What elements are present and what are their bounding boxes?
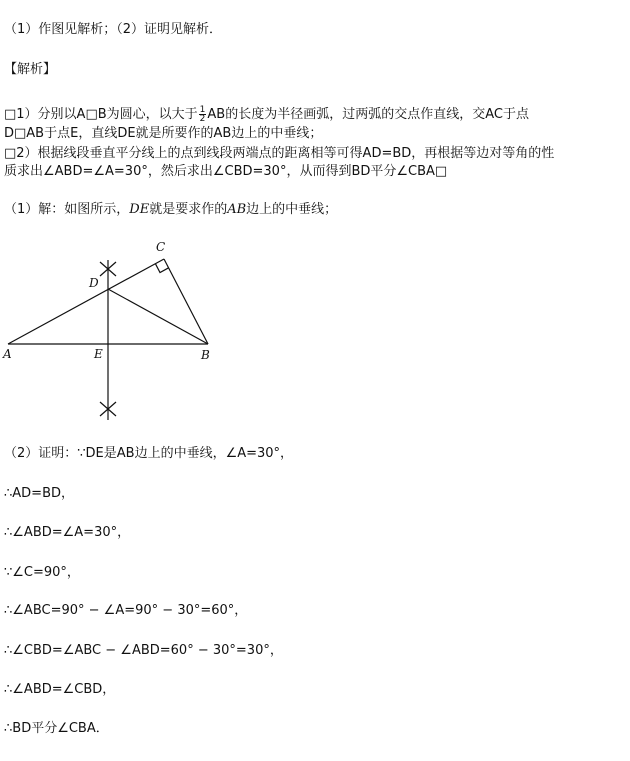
label-b: B: [201, 348, 210, 362]
proof-line-2: ∴AD=BD，: [4, 486, 74, 501]
label-e: E: [94, 347, 103, 361]
analysis-paragraph-1a: [4, 106, 529, 123]
proof-line-4: ∵∠C=90°，: [4, 565, 80, 580]
solution-1: （1）解：如图所示，DE就是要求作的AB边上的中垂线；: [4, 202, 338, 217]
label-a: A: [3, 347, 12, 361]
analysis-header: 【解析】: [4, 62, 57, 77]
label-c: C: [156, 240, 166, 254]
analysis-paragraph-2b: 质求出∠ABD=∠A=30°，然后求出∠CBD=30°，从而得到BD平分∠CBA□: [4, 164, 448, 179]
segment-ac: [8, 259, 164, 344]
analysis-text: AB的长度为半径画弧，过两弧的交点作直线，交AC于点: [207, 107, 529, 122]
segment-bd: [108, 289, 208, 344]
analysis-paragraph-2a: □2）根据线段垂直平分线上的点到线段两端点的距离相等可得AD=BD，再根据等边对等角的性: [4, 146, 555, 161]
proof-line-1: （2）证明：∵DE是AB边上的中垂线，∠A=30°，: [4, 446, 294, 461]
proof-line-7: ∴∠ABD=∠CBD，: [4, 682, 116, 697]
proof-line-5: ∴∠ABC=90° − ∠A=90° − 30°=60°，: [4, 603, 248, 618]
analysis-text: □1）分别以A□B为圆心，以大于: [4, 107, 198, 122]
proof-line-8: ∴BD平分∠CBA．: [4, 721, 109, 736]
proof-line-6: ∴∠CBD=∠ABC − ∠ABD=60° − 30°=30°，: [4, 643, 283, 658]
answer-line: （1）作图见解析；（2）证明见解析．: [4, 22, 223, 37]
proof-line-3: ∴∠ABD=∠A=30°，: [4, 525, 131, 540]
analysis-paragraph-1b: D□AB于点E，直线DE就是所要作的AB边上的中垂线；: [4, 126, 323, 141]
geometry-figure: [0, 232, 260, 427]
label-d: D: [89, 276, 99, 290]
fraction-half: $\frac{1}{2}$: [199, 105, 206, 124]
